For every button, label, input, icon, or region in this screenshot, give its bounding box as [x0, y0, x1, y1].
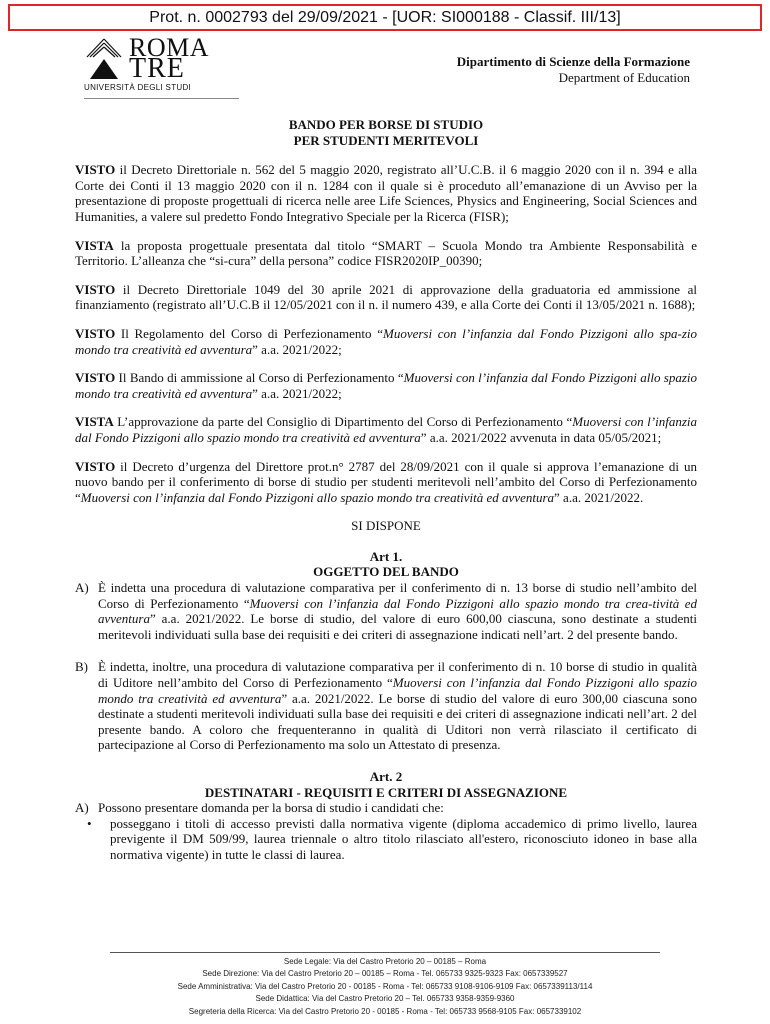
- item-text: Possono presentare domanda per la borsa di studio i candidati che:: [98, 800, 444, 816]
- paragraph-lead: VISTA: [75, 414, 114, 430]
- article-number: Art 1.: [369, 548, 403, 564]
- title-line-2: PER STUDENTI MERITEVOLI: [293, 132, 479, 148]
- item-label: B): [75, 659, 88, 675]
- page-footer: [110, 952, 660, 1018]
- paragraph-text: L’approvazione da parte del Consiglio di Dipartimento del Corso di Perfezionamento “: [113, 414, 573, 430]
- paragraph-text: ” a.a. 2021/2022.: [554, 489, 644, 505]
- department-header: [457, 54, 690, 86]
- course-title: Muoversi con l’infanzia dal Fondo Pizzigoni allo spazio mondo tra creatività ed avventura: [75, 370, 698, 401]
- department-name-english: Department of Education: [558, 70, 690, 85]
- footer-address-line: Segreteria della Ricerca: Via del Castro Pretorio 20 - 00185 - Roma - Tel: 065733 9568-9105 Fax: 0657339102: [188, 1006, 582, 1016]
- article-number: Art. 2: [369, 769, 403, 784]
- title-line-1: BANDO PER BORSE DI STUDIO: [288, 117, 484, 132]
- article-2-heading: [75, 769, 697, 800]
- course-title: Muoversi con l’infanzia dal Fondo Pizzigoni allo spa-zio mondo tra creatività ed avventura: [75, 325, 698, 357]
- article-title: DESTINATARI - REQUISITI E CRITERI DI ASSEGNAZIONE: [204, 784, 568, 800]
- document-title: [75, 117, 697, 148]
- article-title: OGGETTO DEL BANDO: [313, 564, 459, 580]
- paragraph-lead: VISTA: [75, 237, 114, 253]
- preamble-paragraph: [75, 414, 697, 445]
- paragraph-text: ” a.a. 2021/2022;: [252, 341, 342, 357]
- paragraph-lead: VISTO: [75, 325, 116, 341]
- footer-address-line: Sede Legale: Via del Castro Pretorio 20 – 00185 – Roma: [283, 957, 487, 966]
- si-dispone-heading: SI DISPONE: [351, 518, 421, 534]
- footer-address-line: Sede Amministrativa: Via del Castro Pretorio 20 - 00185 - Roma - Tel: 065733 9108-9106-9109 Fax: 0657339113/114: [177, 981, 593, 991]
- preamble-paragraph: [75, 282, 697, 313]
- article-1-item-b: [75, 659, 697, 753]
- paragraph-lead: VISTO: [75, 458, 116, 474]
- preamble-paragraph: [75, 326, 697, 357]
- paragraph-text: la proposta progettuale presentata dal titolo “SMART – Scuola Mondo tra Ambiente Responsabilità e Territorio. L’alleanza che “si-cura” della persona” codice FISR2020IP_00390;: [75, 237, 697, 269]
- item-text: È indetta una procedura di valutazione comparativa per il conferimento di n. 13 borse di studio nell’ambito del Corso di Perfezionamento “: [98, 580, 697, 611]
- header-divider: [84, 98, 239, 99]
- item-label: A): [75, 800, 89, 816]
- paragraph-text: Il Bando di ammissione al Corso di Perfezionamento “: [115, 370, 404, 386]
- paragraph-lead: VISTO: [75, 370, 116, 386]
- article-1-item-a: [75, 580, 697, 642]
- paragraph-text: il Decreto Direttoriale n. 562 del 5 maggio 2020, registrato all’U.C.B. il 6 maggio 2020 con il n. 394 e alla Corte dei Conti il 13 maggio 2020 con il n. 1284 con il quale si è proceduto all’emanazione di un Avviso per la presentazione di proposte progettuali di ricerca nelle aree Life Sciences, Physics and Engineering, Social Sciences and Humanities, a valere sul predetto Fondo Integrativo Speciale per la Ricerca (FISR);: [75, 162, 697, 224]
- footer-address-line: Sede Didattica: Via del Castro Pretorio 20 – Tel. 065733 9358-9359-9360: [255, 994, 515, 1004]
- paragraph-text: il Decreto d’urgenza del Direttore prot.n° 2787 del 28/09/2021 con il quale si approva l’emanazione di un nuovo bando per il conferimento di borse di studio per studenti meritevoli nell’ambito del Corso di Perfezionamento “: [75, 458, 697, 505]
- footer-divider: [110, 952, 660, 953]
- paragraph-text: Il Regolamento del Corso di Perfezionamento “: [115, 325, 383, 341]
- footer-address-line: Sede Direzione: Via del Castro Pretorio 20 – 00185 – Roma - Tel. 065733 9325-9323 Fax: 0657339527: [202, 969, 568, 979]
- roma-tre-emblem-icon: [84, 37, 124, 81]
- paragraph-lead: VISTO: [75, 162, 116, 178]
- course-title: Muoversi con l’infanzia dal Fondo Pizzigoni allo spazio mondo tra creatività ed avventura: [75, 414, 697, 445]
- paragraph-text: il Decreto Direttoriale 1049 del 30 aprile 2021 di approvazione della graduatoria ed ammissione al finanziamento (registrato all’U.C.B il 12/05/2021 con il n. il numero 439, e alla Corte dei Conti il 13/05/2021 n. 1688);: [75, 281, 697, 313]
- preamble-paragraph: [75, 162, 697, 224]
- article-2-item-a: [75, 800, 697, 816]
- course-title: Muoversi con l’infanzia dal Fondo Pizzigoni allo spazio mondo tra creatività ed avventura: [80, 489, 555, 505]
- document-body: [75, 117, 697, 863]
- bullet-text: posseggano i titoli di accesso previsti dalla normativa vigente (diploma accademico di primo livello, laurea previgente il DM 509/99, laurea triennale o altro titolo rilasciato all'estero, riconosciuto idoneo in base alla normativa vigente) in tutte le classi di laurea.: [110, 815, 697, 862]
- department-name-italian: Dipartimento di Scienze della Formazione: [456, 54, 690, 69]
- course-title: Muoversi con l’infanzia dal Fondo Pizzigoni allo spazio mondo tra crea-tività ed avventura: [98, 595, 698, 627]
- item-text: ” a.a. 2021/2022. Le borse di studio del valore di euro 300,00 ciascuna sono destinate a studenti meritevoli individuati sulla base dei requisiti e dei criteri di assegnazione indicati nell’art. 2 del presente bando. A coloro che frequenteranno in qualità di Uditori non verrà rilasciato il certificato di partecipazione al Corso di Perfezionamento ma solo un Attestato di presenza.: [98, 690, 697, 753]
- article-2-bullet: [75, 816, 697, 863]
- item-text: ” a.a. 2021/2022. Le borse di studio, del valore di euro 600,00 ciascuna, sono destinate a studenti meritevoli individuati sulla base dei requisiti e dei criteri di assegnazione indicati nell’art. 2 del presente bando.: [98, 611, 697, 642]
- logo-tre-text: TRE: [129, 53, 185, 84]
- article-1-heading: [75, 549, 697, 580]
- protocol-stamp: Prot. n. 0002793 del 29/09/2021 - [UOR: SI000188 - Classif. III/13]: [8, 4, 762, 31]
- course-title: Muoversi con l’infanzia dal Fondo Pizzigoni allo spazio mondo tra creatività ed avventura: [98, 675, 697, 706]
- paragraph-text: ” a.a. 2021/2022 avvenuta in data 05/05/2021;: [420, 429, 662, 445]
- item-text: È indetta, inoltre, una procedura di valutazione comparativa per il conferimento di n. 10 borse di studio in qualità di Uditore nell’ambito del Corso di Perfezionamento “: [98, 659, 697, 691]
- logo-roma-text: ROMA: [129, 33, 210, 62]
- university-logo: [84, 33, 210, 95]
- item-label: A): [75, 580, 89, 596]
- logo-university-text: UNIVERSITÀ DEGLI STUDI: [84, 83, 192, 92]
- preamble-paragraph: [75, 370, 697, 401]
- paragraph-text: ” a.a. 2021/2022;: [252, 385, 342, 401]
- bullet-icon: •: [87, 815, 92, 831]
- paragraph-lead: VISTO: [75, 281, 116, 297]
- preamble-paragraph: [75, 459, 697, 506]
- preamble-paragraph: [75, 238, 697, 269]
